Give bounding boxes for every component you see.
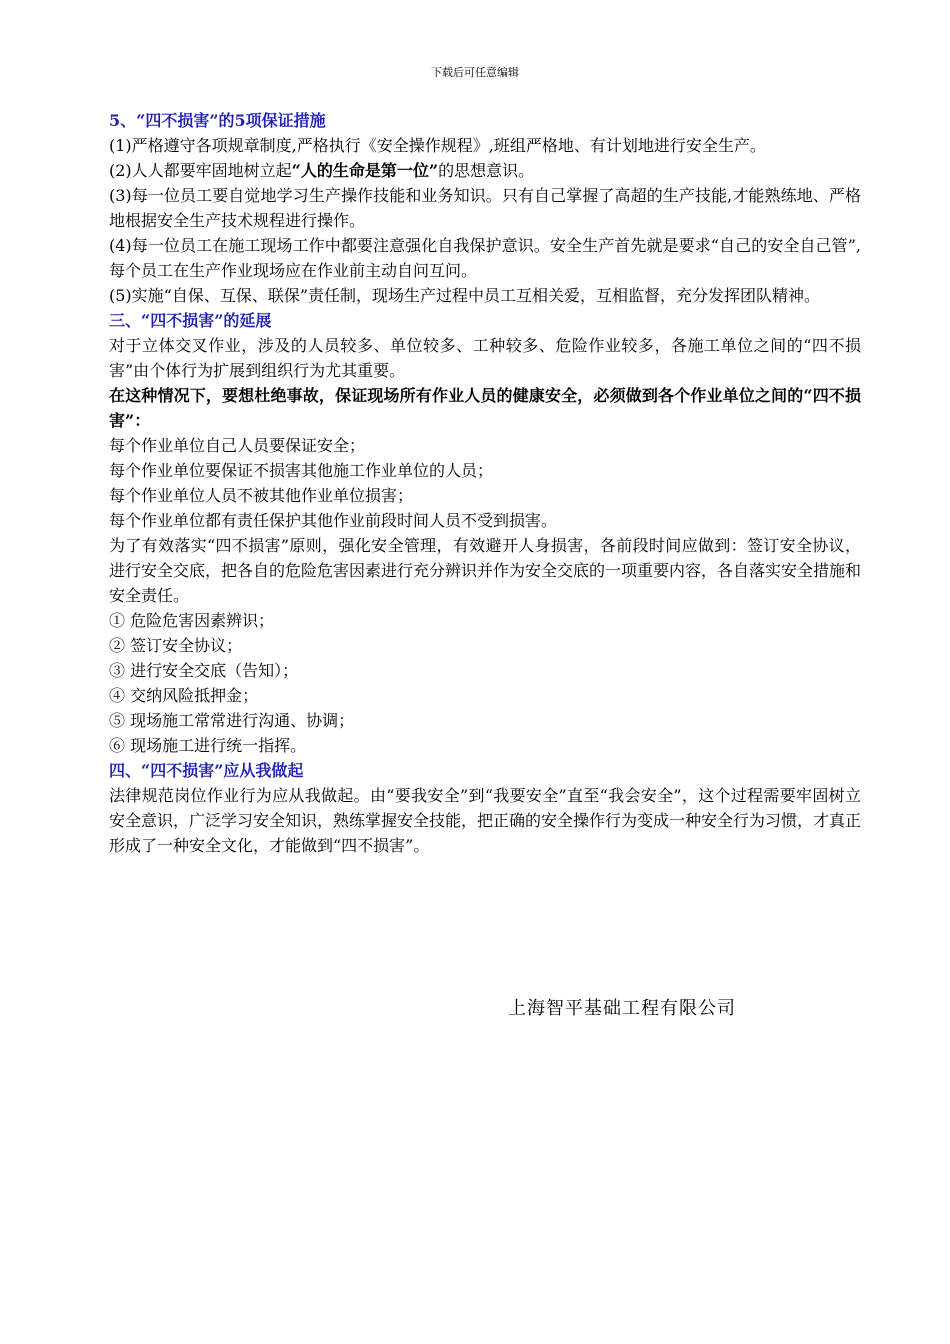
- section-5-heading: 5、“四不损害”的5项保证措施: [109, 111, 326, 130]
- section-3-rule-2: 每个作业单位要保证不损害其他施工作业单位的人员；: [109, 461, 494, 480]
- section-3-measure-5: ⑤ 现场施工常常进行沟通、协调；: [109, 711, 355, 730]
- document-body: [109, 108, 861, 858]
- section-3-measure-1: ① 危险危害因素辨识；: [109, 611, 275, 630]
- section-3-rule-4: 每个作业单位都有责任保护其他作业前段时间人员不受到损害。: [109, 511, 558, 530]
- section-5-item-4: (4)每一位员工在施工现场工作中都要注意强化自我保护意识。安全生产首先就是要求“自己的安全自己管”,每个员工在生产作业现场应在作业前主动自问互问。: [109, 236, 861, 280]
- header-note: 下载后可任意编辑: [431, 66, 519, 79]
- section-5-item-3: (3)每一位员工要自觉地学习生产操作技能和业务知识。只有自己掌握了高超的生产技能,才能熟练地、严格地根据安全生产技术规程进行操作。: [109, 186, 861, 230]
- section-4-heading: 四、“四不损害”应从我做起: [109, 761, 304, 780]
- section-4-body: 法律规范岗位作业行为应从我做起。由“要我安全”到“我要安全”直至“我会安全”，这个过程需要牢固树立安全意识，广泛学习安全知识，熟练掌握安全技能，把正确的安全操作行为变成一种安全行为习惯，才真正形成了一种安全文化，才能做到“四不损害”。: [109, 786, 862, 855]
- section-5-item-5: (5)实施“自保、互保、联保”责任制，现场生产过程中员工互相关爱，互相监督，充分发挥团队精神。: [109, 286, 821, 305]
- section-5-item-2-start: (2)人人都要牢固地树立起: [109, 161, 292, 180]
- section-5-item-2-emphasis: “人的生命是第一位”: [291, 161, 439, 180]
- section-5-item-2-end: 的思想意识。: [438, 161, 535, 180]
- section-3-intro: 对于立体交叉作业，涉及的人员较多、单位较多、工种较多、危险作业较多，各施工单位之间的“四不损害”由个体行为扩展到组织行为尤其重要。: [109, 336, 861, 380]
- section-3-rule-3: 每个作业单位人员不被其他作业单位损害；: [109, 486, 414, 505]
- section-3-measure-6: ⑥ 现场施工进行统一指挥。: [109, 736, 307, 755]
- section-3-rule-1: 每个作业单位自己人员要保证安全；: [109, 436, 366, 455]
- section-3-heading: 三、“四不损害”的延展: [109, 311, 272, 330]
- section-5-item-1: (1)严格遵守各项规章制度,严格执行《安全操作规程》,班组严格地、有计划地进行安全生产。: [109, 136, 766, 155]
- section-5-item-2: [109, 158, 861, 183]
- section-3-measure-2: ② 签订安全协议；: [109, 636, 243, 655]
- company-signature: 上海智平基础工程有限公司: [508, 998, 736, 1019]
- section-3-measures-intro: 为了有效落实“四不损害”原则，强化安全管理，有效避开人身损害，各前段时间应做到：签订安全协议，进行安全交底，把各自的危险危害因素进行充分辨识并作为安全交底的一项重要内容，各自落实安全措施和安全责任。: [109, 536, 862, 605]
- section-3-measure-3: ③ 进行安全交底（告知）；: [109, 661, 299, 680]
- section-3-measure-4: ④ 交纳风险抵押金；: [109, 686, 259, 705]
- section-3-bold-statement: 在这种情况下，要想杜绝事故，保证现场所有作业人员的健康安全，必须做到各个作业单位之间的“四不损害”：: [109, 386, 861, 430]
